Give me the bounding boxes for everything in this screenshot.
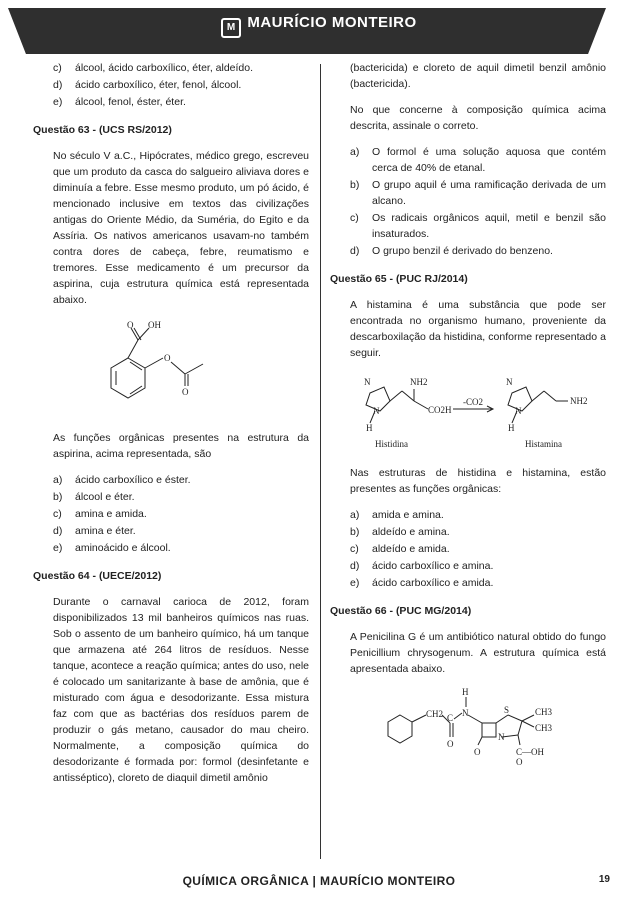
q64-title: Questão 64 - (UECE/2012) bbox=[33, 570, 162, 582]
brand-logo-icon: M bbox=[221, 18, 241, 38]
q65-body: A histamina é uma substância que pode ser encontrada no organismo humano, proveniente da descarboxilação da histidina, conforme representado a seguir. bbox=[350, 299, 606, 359]
page-number: 19 bbox=[598, 874, 610, 885]
penicillin-n-label: N bbox=[498, 732, 505, 742]
q65-question: Nas estruturas de histidina e histamina, estão presentes as funções orgânicas: bbox=[350, 467, 606, 495]
right-column bbox=[330, 60, 606, 779]
histidine-h-label: H bbox=[366, 423, 373, 433]
footer-title: QUÍMICA ORGÂNICA | MAURÍCIO MONTEIRO bbox=[182, 874, 456, 888]
option-item: b) O grupo aquil é uma ramificação derivada de um alcano. bbox=[350, 179, 606, 207]
decarboxylation-label: -CO2 bbox=[463, 397, 483, 407]
page-header bbox=[0, 0, 638, 54]
q63-body: No século V a.C., Hipócrates, médico grego, escreveu que um produto da casca do salgueiro aliviava dores e diminuía a febre. Esse mesmo produto, um pó ácido, é mencionado inclusive em textos das civilizações antigas do Oriente Médio, da Suméria, do Egito e da Assíria. Os nativos americanos usavam-no também contra dores de cabeça, febre, reumatismo e tremores. Esse medicamento é um precursor da aspirina, cuja estrutura química está representada abaixo. bbox=[53, 150, 309, 306]
aspirin-structure bbox=[33, 318, 309, 418]
q66-body: A Penicilina G é um antibiótico natural obtido do fungo Penicillium chrysogenum. A estrutura química está apresentada abaixo. bbox=[350, 631, 606, 675]
penicillin-h-label: H bbox=[462, 687, 469, 697]
q64-question: No que concerne à composição química acima descrita, assinale o correto. bbox=[350, 104, 606, 132]
penicillin-structure bbox=[330, 687, 606, 767]
histamine-n-label: N bbox=[515, 406, 522, 416]
penicillin-s-label: S bbox=[504, 705, 510, 715]
q63-title: Questão 63 - (UCS RS/2012) bbox=[33, 124, 172, 136]
option-item: e) ácido carboxílico e amida. bbox=[350, 577, 494, 589]
option-item: e) álcool, fenol, éster, éter. bbox=[53, 96, 186, 108]
penicillin-ch3-label: CH3 bbox=[535, 707, 553, 717]
brand-title: M MAURÍCIO MONTEIRO bbox=[0, 14, 638, 38]
aspirin-o-label: O bbox=[127, 320, 134, 330]
histidine-co2h-label: CO2H bbox=[428, 405, 452, 415]
histidine-n-label: N bbox=[364, 377, 371, 387]
option-item: a) amida e amina. bbox=[350, 509, 444, 521]
q64-body-continued: (bactericida) e cloreto de aquil dimetil benzil amônio (bactericida). bbox=[350, 62, 606, 90]
option-item: c) Os radicais orgânicos aquil, metil e benzil são insaturados. bbox=[350, 212, 606, 240]
option-item: c) aldeído e amida. bbox=[350, 543, 450, 555]
penicillin-o-label: O bbox=[516, 757, 523, 767]
option-item: b) álcool e éter. bbox=[53, 491, 135, 503]
aspirin-ester-o-label: O bbox=[164, 353, 171, 363]
option-item: c) amina e amida. bbox=[53, 508, 147, 520]
q66-title: Questão 66 - (PUC MG/2014) bbox=[330, 605, 472, 617]
histamine-caption: Histamina bbox=[525, 439, 562, 449]
q64-options bbox=[330, 144, 606, 259]
q65-title: Questão 65 - (PUC RJ/2014) bbox=[330, 273, 468, 285]
option-item: a) ácido carboxílico e éster. bbox=[53, 474, 191, 486]
option-item: d) ácido carboxílico, éter, fenol, álcool. bbox=[53, 79, 242, 91]
q63-options bbox=[33, 472, 309, 556]
histidine-n-label: N bbox=[373, 406, 380, 416]
histidine-caption: Histidina bbox=[375, 439, 408, 449]
option-item: d) ácido carboxílico e amina. bbox=[350, 560, 494, 572]
aspirin-oh-label: OH bbox=[148, 320, 161, 330]
penicillin-cooh-label: C—OH bbox=[516, 747, 545, 757]
histamine-h-label: H bbox=[508, 423, 515, 433]
penicillin-ch2-label: CH2 bbox=[426, 709, 444, 719]
penicillin-ch3-label: CH3 bbox=[535, 723, 553, 733]
q64-body: Durante o carnaval carioca de 2012, foram disponibilizados 13 mil banheiros químicos nas ruas. Sob o assento de um banheiro químico, há um tanque que armazena até 264 litros de resíduos. Nesse tanque, acontece a reação química; antes do uso, nele é colocado um sanitarizante à base de amônia, que é misturado com água e desodorizante. Essa mistura faz com que as bactérias dos resíduos parem de produzir o gás metano, causador do mau cheiro. Normalmente, a composição química do desodorizante é formada por: formol (desinfetante e antisséptico), cloreto de diaquil dimetil amônio bbox=[53, 596, 309, 784]
option-item: d) O grupo benzil é derivado do benzeno. bbox=[350, 245, 553, 257]
option-item: d) amina e éter. bbox=[53, 525, 136, 537]
q62-options-continued bbox=[33, 60, 309, 110]
q65-options bbox=[330, 507, 606, 591]
penicillin-c-label: C bbox=[447, 713, 454, 723]
penicillin-n-label: N bbox=[462, 708, 469, 718]
option-item: a) O formol é uma solução aquosa que contém cerca de 40% de etanal. bbox=[350, 146, 606, 174]
column-divider bbox=[320, 64, 321, 859]
histidine-histamine-structure bbox=[330, 371, 606, 453]
option-item: c) álcool, ácido carboxílico, éter, aldeído. bbox=[53, 62, 254, 74]
aspirin-carbonyl-o-label: O bbox=[182, 387, 189, 397]
penicillin-o-label: O bbox=[474, 747, 481, 757]
histidine-nh2-label: NH2 bbox=[410, 377, 428, 387]
q63-question: As funções orgânicas presentes na estrutura da aspirina, acima representada, são bbox=[53, 432, 309, 460]
penicillin-o-label: O bbox=[447, 739, 454, 749]
option-item: b) aldeído e amina. bbox=[350, 526, 450, 538]
left-column bbox=[33, 60, 309, 796]
histamine-nh2-label: NH2 bbox=[570, 396, 588, 406]
histamine-n-label: N bbox=[506, 377, 513, 387]
option-item: e) aminoácido e álcool. bbox=[53, 542, 171, 554]
